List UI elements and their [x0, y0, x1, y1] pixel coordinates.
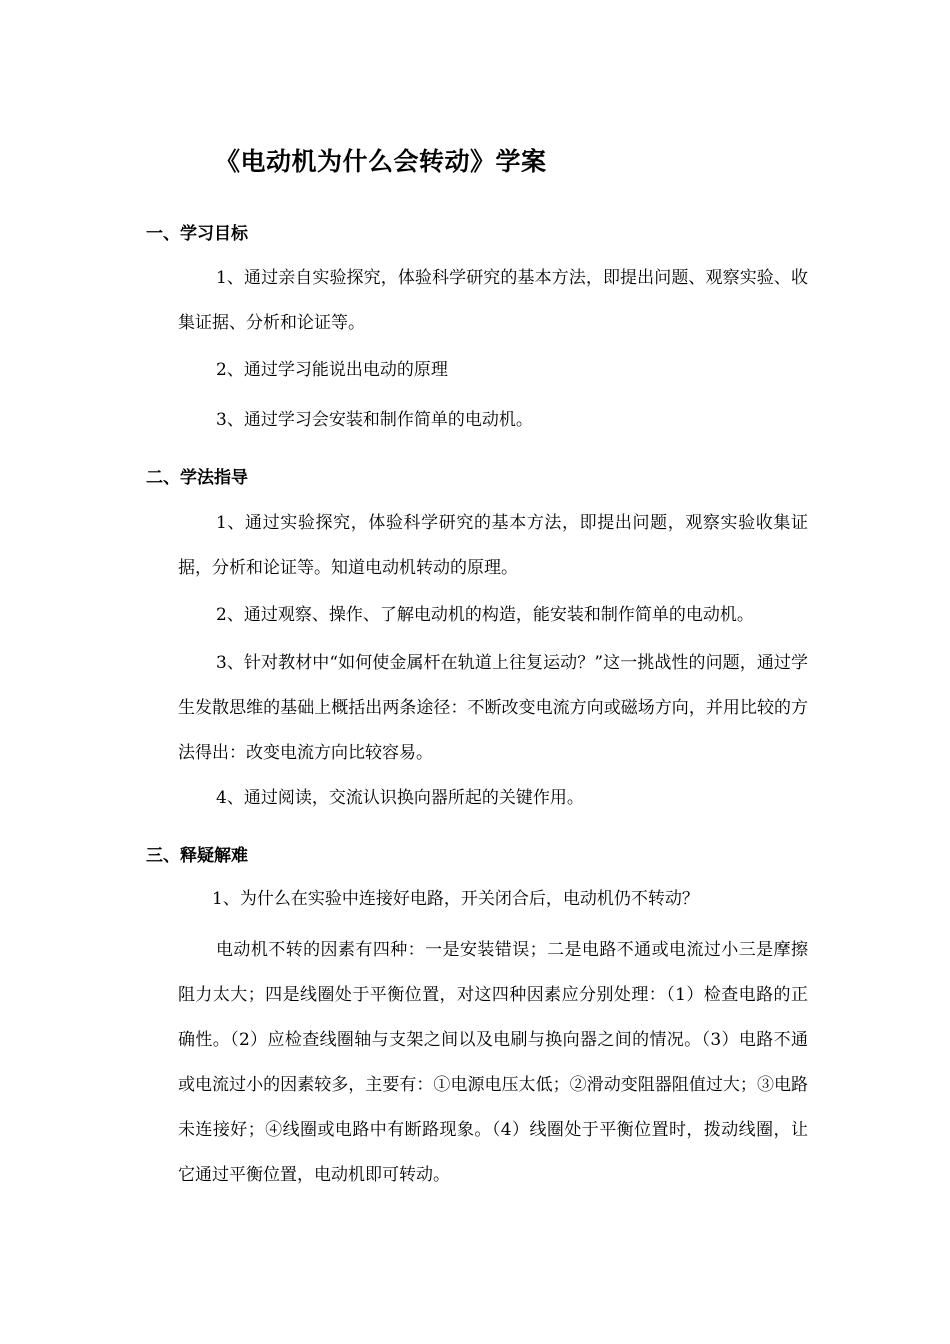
- study-method-item: 1、通过实验探究，体验科学研究的基本方法，即提出问题，观察实验收集证据，分析和论证等。知道电动机转动的原理。: [178, 513, 808, 578]
- study-method-item: 2、通过观察、操作、了解电动机的构造，能安装和制作简单的电动机。: [216, 605, 754, 625]
- qa-answer: 电动机不转的因素有四种：一是安装错误；二是电路不通或电流过小三是摩擦阻力太大；四是线圈处于平衡位置，对这四种因素应分别处理：（1）检查电路的正确性。（2）应检查线圈轴与支架之间以及电刷与换向器之间的情况。（3）电路不通或电流过小的因素较多，主要有：①电源电压太低；②滑动变阻器阻值过大；③电路未连接好；④线圈或电路中有断路现象。（4）线圈处于平衡位置时，拨动线圈，让它通过平衡位置，电动机即可转动。: [178, 940, 808, 1185]
- learning-goal-item: 1、通过亲自实验探究，体验科学研究的基本方法，即提出问题、观察实验、收集证据、分析和论证等。: [178, 268, 808, 333]
- qa-question: 1、为什么在实验中连接好电路，开关闭合后，电动机仍不转动？: [212, 889, 699, 909]
- section-heading-learning-goals: 一、学习目标: [146, 224, 248, 244]
- learning-goal-item: 2、通过学习能说出电动的原理: [216, 360, 448, 380]
- learning-goal-item: 3、通过学习会安装和制作简单的电动机。: [216, 410, 533, 430]
- section-heading-study-methods: 二、学法指导: [146, 468, 248, 488]
- study-method-item: 4、通过阅读，交流认识换向器所起的关键作用。: [216, 788, 584, 808]
- study-method-item: 3、针对教材中“如何使金属杆在轨道上往复运动？”这一挑战性的问题，通过学生发散思维的基础上概括出两条途径：不断改变电流方向或磁场方向，并用比较的方法得出：改变电流方向比较容易。: [178, 653, 808, 763]
- document-title: 《电动机为什么会转动》学案: [215, 147, 547, 176]
- section-heading-qa: 三、释疑解难: [146, 846, 248, 866]
